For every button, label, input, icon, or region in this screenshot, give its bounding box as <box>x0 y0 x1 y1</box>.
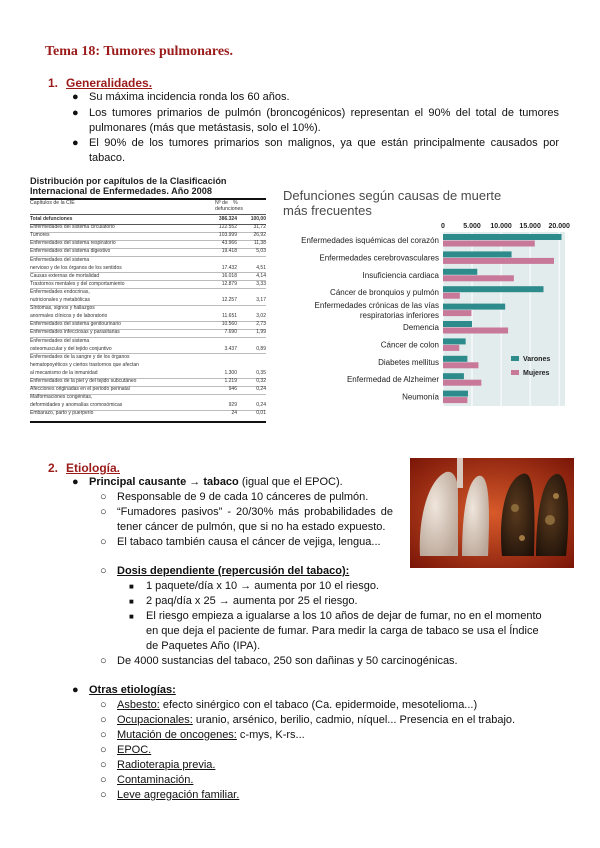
principal-cause-bold: Principal causante → tabaco <box>89 476 239 488</box>
x-tick-label: 20.000 <box>548 223 570 230</box>
section-number: 1. <box>48 76 59 90</box>
bar-mujeres <box>443 293 460 299</box>
table-cell-label: Embarazo, parto y puerperio <box>30 410 94 417</box>
col-n: Nº de <box>215 200 228 206</box>
x-tick-label: 10.000 <box>490 223 512 230</box>
dose-item: 1 paquete/día x 10 → aumenta por 10 el riesgo. <box>146 580 379 592</box>
table-cell-label: osteomuscular y del tejido conjuntivo <box>30 345 112 352</box>
category-label: Neumonía <box>402 392 439 402</box>
table-cell-percent: 0,89 <box>256 345 266 352</box>
deaths-bar-chart <box>283 188 573 428</box>
legend-label: Mujeres <box>523 370 550 377</box>
square-bullet: ■ <box>129 597 134 606</box>
table-cell-label: Enfermedades del sistema respiratorio <box>30 240 116 247</box>
circle-bullet: ○ <box>100 744 107 756</box>
table-cell-label: Trastornos mentales y del comportamiento <box>30 280 125 287</box>
bar-varones <box>443 391 468 397</box>
table-cell-percent: 3,17 <box>256 297 266 303</box>
bullet-text: Su máxima incidencia ronda los 60 años. <box>89 91 290 103</box>
chart-title-line2: más frecuentes <box>283 203 372 218</box>
section-heading-generalidades <box>48 76 152 90</box>
category-label: Cáncer de colon <box>380 340 439 350</box>
dose-item: El riesgo empieza a igualarse a los 10 años de dejar de fumar, no en el momento <box>146 610 542 622</box>
bullet-dot: ● <box>72 137 79 149</box>
circle-bullet: ○ <box>100 565 107 577</box>
table-cell-count: 1.300 <box>224 369 237 376</box>
table-cell-percent: 100,00 <box>250 216 266 222</box>
table-cell-percent: 3,33 <box>256 280 266 287</box>
bar-varones <box>443 286 544 292</box>
table-cell-percent: 0,24 <box>256 386 266 393</box>
table-cell-count: 7.690 <box>224 329 237 336</box>
x-tick-label: 0 <box>441 223 445 230</box>
table-cell-percent: 2,73 <box>256 321 266 328</box>
table-cell-label: Enfermedades infecciosas y parasitarias <box>30 329 120 336</box>
bar-varones <box>443 338 466 344</box>
sub-item: “Fumadores pasivos” - 20/30% más probabilidades de <box>117 506 393 518</box>
table-cell-count: 43.966 <box>221 240 237 247</box>
col-n2: defunciones <box>215 206 243 212</box>
section-heading-etiologia <box>48 461 120 475</box>
sub-item: tener cáncer de pulmón, que si no ha estado expuesto. <box>117 521 386 533</box>
table-cell-count: 12.879 <box>221 280 237 287</box>
category-label: Insuficiencia cardiaca <box>362 270 439 280</box>
table-cell-label: Síntomas, signos y hallazgos <box>30 305 95 312</box>
other-etiology-term: Radioterapia previa. <box>117 759 216 771</box>
x-tick-label: 15.000 <box>519 223 541 230</box>
table-cell-percent: 26,92 <box>253 232 266 239</box>
table-cell-percent: 0,01 <box>256 410 266 417</box>
legend-swatch <box>511 356 519 361</box>
other-etiology-item <box>117 773 193 788</box>
bar-varones <box>443 234 562 240</box>
circle-bullet: ○ <box>100 699 107 711</box>
sub-item: Responsable de 9 de cada 10 cánceres de pulmón. <box>117 491 369 503</box>
circle-bullet: ○ <box>100 655 107 667</box>
other-etiology-term: Contaminación. <box>117 774 194 786</box>
table-cell-count: 386.324 <box>218 216 237 222</box>
bullet-text: tabaco. <box>89 152 126 164</box>
x-tick-label: 5.000 <box>463 223 481 230</box>
other-etiology-term: EPOC. <box>117 744 152 756</box>
table-cell-count: 103.999 <box>218 232 237 239</box>
category-label: Diabetes mellitus <box>378 357 439 367</box>
table-cell-percent: 0,35 <box>256 369 266 376</box>
col-chapter: Capítulos de la CIE <box>30 200 75 206</box>
table-cell-label: Tumores <box>30 232 50 239</box>
bullet-text: pulmonares (más que metástasis, solo el 10%). <box>89 122 321 134</box>
table-cell-count: 929 <box>228 402 237 409</box>
deaths-by-chapter-table <box>30 176 270 435</box>
bar-mujeres <box>443 310 471 316</box>
other-etiology-item <box>117 788 239 803</box>
table-cell-percent: 0,24 <box>256 402 266 409</box>
section-number: 2. <box>48 461 59 475</box>
other-etiology-item <box>117 713 515 728</box>
bar-mujeres <box>443 362 478 368</box>
table-cell-label: Enfermedades del sistema digestivo <box>30 248 111 255</box>
principal-cause-rest: (igual que el EPOC). <box>238 476 343 488</box>
lungs-photo <box>410 458 574 568</box>
circle-bullet: ○ <box>100 774 107 786</box>
page-title: Tema 18: Tumores pulmonares. <box>45 44 233 59</box>
dose-item: en que deja el paciente de fumar. Para medir la carga de tabaco se usa el Índice <box>146 625 539 637</box>
table-cell-percent: 31,72 <box>253 224 266 231</box>
table-cell-label: Causas externas de mortalidad <box>30 272 100 279</box>
table-cell-count: 3.437 <box>224 345 237 352</box>
circle-bullet: ○ <box>100 506 107 518</box>
table-cell-label: Enfermedades del sistema genitourinario <box>30 321 121 328</box>
table-cell-label: al mecanismo de la inmunidad <box>30 369 98 376</box>
bar-varones <box>443 373 464 379</box>
table-cell-count: 16.018 <box>221 272 237 279</box>
table-cell-percent: 5,03 <box>256 248 266 255</box>
other-etiology-item <box>117 728 305 743</box>
category-label: Cáncer de bronquios y pulmón <box>330 288 439 298</box>
table-cell-label: Enfermedades del sistema <box>30 337 90 344</box>
table-cell-percent: 3,02 <box>256 313 266 320</box>
section-title: Generalidades. <box>66 76 153 90</box>
table-cell-count: 19.418 <box>221 248 237 255</box>
bullet-dot: ● <box>72 684 79 696</box>
circle-bullet: ○ <box>100 491 107 503</box>
sub-item: De 4000 sustancias del tabaco, 250 son dañinas y 50 carcinogénicas. <box>117 655 458 667</box>
bar-mujeres <box>443 397 467 403</box>
table-cell-label: anormales clínicos y de laboratorio <box>30 313 108 320</box>
legend-swatch <box>511 370 519 375</box>
table-cell-label: Afecciones originadas en el periodo perinatal <box>30 386 130 393</box>
table-cell-count: 946 <box>228 386 237 393</box>
table-cell-count: 122.552 <box>218 224 237 231</box>
table-cell-percent: 4,51 <box>256 264 266 271</box>
other-etiology-detail: efecto sinérgico con el tabaco (Ca. epidermoide, mesotelioma...) <box>159 699 478 711</box>
table-cell-label: hematopoyéticos y ciertos trastornos que afectan <box>30 361 139 368</box>
other-heading: Otras etiologías: <box>89 684 176 696</box>
bar-mujeres <box>443 258 554 264</box>
table-cell-label: deformidades y anomalías cromosómicas <box>30 402 123 409</box>
category-label: Enfermedades isquémicas del corazón <box>301 236 439 245</box>
bar-varones <box>443 251 512 257</box>
table-rule <box>30 214 266 215</box>
other-etiology-detail: uranio, arsénico, berilio, cadmio, níquel... Presencia en el trabajo. <box>192 714 516 726</box>
table-cell-count: 12.257 <box>221 297 237 303</box>
category-label: respiratorias inferiores <box>359 311 439 321</box>
table-cell-label: Malformaciones congénitas, <box>30 394 93 401</box>
table-title-line1: Distribución por capítulos de la Clasificación <box>30 176 227 186</box>
chart-title-line1: Defunciones según causas de muerte <box>283 188 502 203</box>
other-etiology-term: Ocupacionales: <box>117 714 193 726</box>
category-label: Enfermedades cerebrovasculares <box>319 253 439 263</box>
bar-varones <box>443 269 477 275</box>
table-cell-count: 17.432 <box>221 264 237 271</box>
bar-mujeres <box>443 328 508 334</box>
principal-cause <box>89 475 343 490</box>
circle-bullet: ○ <box>100 536 107 548</box>
square-bullet: ■ <box>129 612 134 621</box>
table-cell-label: Enfermedades del sistema <box>30 256 90 263</box>
category-label: Enfermedad de Alzheimer <box>346 375 439 385</box>
table-title-line2: Internacional de Enfermedades. Año 2008 <box>30 186 212 196</box>
table-cell-count: 1.219 <box>224 378 237 384</box>
bar-mujeres <box>443 380 481 386</box>
other-etiology-term: Leve agregación familiar. <box>117 789 240 801</box>
circle-bullet: ○ <box>100 759 107 771</box>
table-cell-label: Enfermedades de la piel y del tejido subcutáneo <box>30 378 137 384</box>
other-etiology-term: Mutación de oncogenes: <box>117 729 237 741</box>
table-cell-label: nutricionales y metabólicas <box>30 297 91 303</box>
dose-item: de Paquetes Año (IPA). <box>146 640 261 652</box>
chart-canvas <box>283 218 573 428</box>
table-cell-percent: 4,14 <box>256 272 266 279</box>
bullet-text: Los tumores primarios de pulmón (broncogénicos) representan el 90% del total de tumores <box>89 107 559 119</box>
dose-item: 2 paq/día x 25 → aumenta por 25 el riesgo. <box>146 595 358 607</box>
table-cell-percent: 1,99 <box>256 329 266 336</box>
table-cell-label: nervioso y de los órganos de los sentidos <box>30 264 122 271</box>
category-label: Demencia <box>402 323 439 332</box>
table-cell-count: 11.651 <box>222 313 237 320</box>
circle-bullet: ○ <box>100 789 107 801</box>
section-title: Etiología. <box>66 461 120 475</box>
bullet-text: El 90% de los tumores primarios son malignos, ya que están principalmente causados por <box>89 137 559 149</box>
other-etiology-term: Asbesto: <box>117 699 160 711</box>
bullet-dot: ● <box>72 91 79 103</box>
table-cell-label: Enfermedades endocrinas, <box>30 288 90 295</box>
table-bottom-rule <box>30 421 266 423</box>
category-label: Enfermedades crónicas de las vías <box>314 301 439 311</box>
table-cell-count: 10.560 <box>221 321 237 328</box>
bar-mujeres <box>443 275 514 281</box>
bar-varones <box>443 321 472 327</box>
bar-mujeres <box>443 241 535 247</box>
circle-bullet: ○ <box>100 729 107 741</box>
table-cell-percent: 11,38 <box>253 240 266 247</box>
bar-varones <box>443 304 505 310</box>
table-cell-percent: 0,32 <box>256 378 266 384</box>
table-cell-label: Enfermedades de la sangre y de los órganos <box>30 353 130 360</box>
bullet-dot: ● <box>72 107 79 119</box>
bar-varones <box>443 356 467 362</box>
circle-bullet: ○ <box>100 714 107 726</box>
other-etiology-item <box>117 758 215 773</box>
table-cell-label: Total defunciones <box>30 216 73 222</box>
square-bullet: ■ <box>129 582 134 591</box>
table-cell-label: Enfermedades del sistema circulatorio <box>30 224 115 231</box>
dose-heading: Dosis dependiente (repercusión del tabaco): <box>117 565 350 577</box>
sub-item: El tabaco también causa el cáncer de vejiga, lengua... <box>117 536 381 548</box>
bar-mujeres <box>443 345 459 351</box>
other-etiology-item <box>117 698 477 713</box>
table-cell-count: 24 <box>231 410 237 417</box>
legend-label: Varones <box>523 356 551 363</box>
other-etiology-item <box>117 743 151 758</box>
col-pct: % <box>233 200 238 206</box>
other-etiology-detail: c-mys, K-rs... <box>236 729 305 741</box>
bullet-dot: ● <box>72 476 79 488</box>
